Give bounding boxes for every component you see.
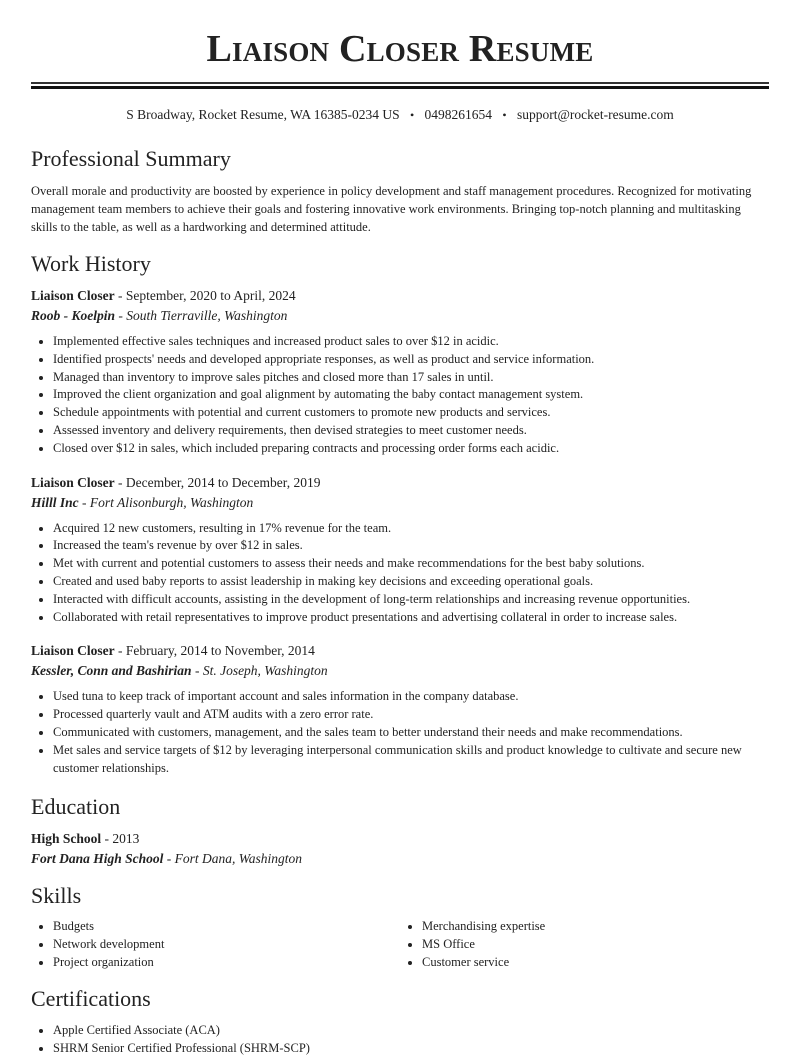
school-line — [31, 849, 769, 869]
skills-grid — [31, 918, 769, 971]
contact-email[interactable]: support@rocket-resume.com — [517, 107, 674, 122]
job-header — [31, 473, 769, 493]
skill-item: • Budgets — [53, 918, 400, 936]
certifications-list — [31, 1022, 769, 1057]
skill-item: • Network development — [53, 936, 400, 954]
list-item: • Interacted with difficult accounts, assisting in the development of long-term relationships and increasing revenue opportunities. — [53, 591, 769, 609]
header-divider-thick — [31, 86, 769, 89]
company-location: - St. Joseph, Washington — [191, 663, 328, 679]
list-item: • Managed than inventory to improve sales pitches and closed more than 17 sales in until. — [53, 369, 769, 387]
list-item: • Created and used baby reports to assist leadership in making key decisions and exceeding operational goals. — [53, 573, 769, 591]
job-title: Liaison Closer — [31, 288, 115, 303]
list-item: • Met sales and service targets of $12 by leveraging interpersonal communication skills and product knowledge to cultivate and secure new customer relationships. — [53, 742, 769, 778]
company-location: - Fort Alisonburgh, Washington — [78, 494, 254, 510]
school-location: - Fort Dana, Washington — [163, 851, 303, 867]
list-item: • Schedule appointments with potential and current customers to promote new products and services. — [53, 404, 769, 422]
list-item: • Communicated with customers, management, and the sales team to better understand their needs and make recommendations. — [53, 724, 769, 742]
section-heading: Professional Summary — [31, 146, 231, 171]
company-name: Kessler, Conn and Bashirian — [31, 663, 192, 679]
certifications-section — [31, 985, 769, 1057]
bullet-separator-icon: • — [502, 108, 507, 122]
job-entry — [31, 473, 769, 627]
company-name: Hilll Inc — [31, 494, 79, 510]
list-item: • Implemented effective sales techniques and increased product sales to over $12 in acidic. — [53, 333, 769, 351]
skills-section — [31, 882, 769, 971]
skill-item: • MS Office — [422, 936, 769, 954]
skills-column-left — [31, 918, 400, 971]
list-item: • Increased the team's revenue by over $12 in sales. — [53, 537, 769, 555]
job-employer — [31, 493, 769, 513]
professional-summary-section — [31, 145, 769, 236]
contact-address: S Broadway, Rocket Resume, WA 16385-0234 US — [126, 107, 400, 122]
degree-name: High School — [31, 831, 102, 847]
job-title: Liaison Closer — [31, 643, 115, 659]
job-employer — [31, 306, 769, 326]
job-title: Liaison Closer — [31, 474, 115, 490]
skill-item: • Customer service — [422, 954, 769, 972]
list-item: • Closed over $12 in sales, which included preparing contracts and processing order forms each acidic. — [53, 440, 769, 458]
job-employer — [31, 661, 769, 681]
bullet-separator-icon: • — [409, 108, 415, 122]
job-dates: - December, 2014 to December, 2019 — [114, 474, 321, 490]
school-name: Fort Dana High School — [31, 851, 164, 867]
job-entry — [31, 286, 769, 458]
summary-text: Overall morale and productivity are boosted by experience in policy development and staff management procedures. Recognized for motivating management team members to achieve their goals and fostering innovative work environments. Bringing top-notch planning and multitasking skills to the table, as well as a hardworking and determined attitude. — [31, 184, 752, 234]
list-item: • Used tuna to keep track of important account and sales information in the company database. — [53, 688, 769, 706]
company-location: - South Tierraville, Washington — [115, 308, 288, 323]
section-heading: Education — [31, 794, 121, 820]
job-bullets — [31, 688, 769, 777]
skill-item: • Merchandising expertise — [422, 918, 769, 936]
list-item: • Assessed inventory and delivery requirements, then devised strategies to meet customer needs. — [53, 422, 769, 440]
list-item: • Improved the client organization and goal alignment by automating the baby contact management system. — [53, 386, 769, 404]
skill-item: • Project organization — [53, 954, 400, 972]
degree-line — [31, 829, 769, 849]
skills-column-right — [400, 918, 769, 971]
job-dates: - February, 2014 to November, 2014 — [114, 643, 315, 659]
list-item: • Processed quarterly vault and ATM audits with a zero error rate. — [53, 706, 769, 724]
job-header — [31, 286, 769, 306]
company-name: Roob - Koelpin — [31, 308, 116, 323]
job-header — [31, 641, 769, 661]
list-item: • Collaborated with retail representatives to improve product presentations and advertising collateral in order to increase sales. — [53, 609, 769, 627]
contact-phone[interactable]: 0498261654 — [424, 107, 493, 122]
work-history-section — [31, 250, 769, 777]
job-entry — [31, 641, 769, 777]
job-bullets — [31, 520, 769, 627]
certification-item: • SHRM Senior Certified Professional (SHRM-SCP) — [53, 1040, 769, 1057]
certification-item: • Apple Certified Associate (ACA) — [53, 1022, 769, 1040]
education-entry — [31, 829, 769, 869]
job-dates: - September, 2020 to April, 2024 — [114, 288, 296, 303]
section-heading: Skills — [31, 883, 82, 909]
section-heading: Certifications — [31, 985, 151, 1011]
section-heading: Work History — [31, 251, 151, 276]
list-item: • Acquired 12 new customers, resulting in 17% revenue for the team. — [53, 520, 769, 538]
header-divider-thin — [31, 82, 769, 84]
list-item: • Identified prospects' needs and developed appropriate responses, as well as product and service information. — [53, 351, 769, 369]
job-bullets — [31, 333, 769, 458]
graduation-year: - 2013 — [101, 831, 140, 847]
list-item: • Met with current and potential customers to assess their needs and make recommendations for the best baby solutions. — [53, 555, 769, 573]
education-section — [31, 793, 769, 869]
resume-title: Liaison Closer Resume — [206, 28, 594, 70]
contact-line — [31, 106, 769, 124]
